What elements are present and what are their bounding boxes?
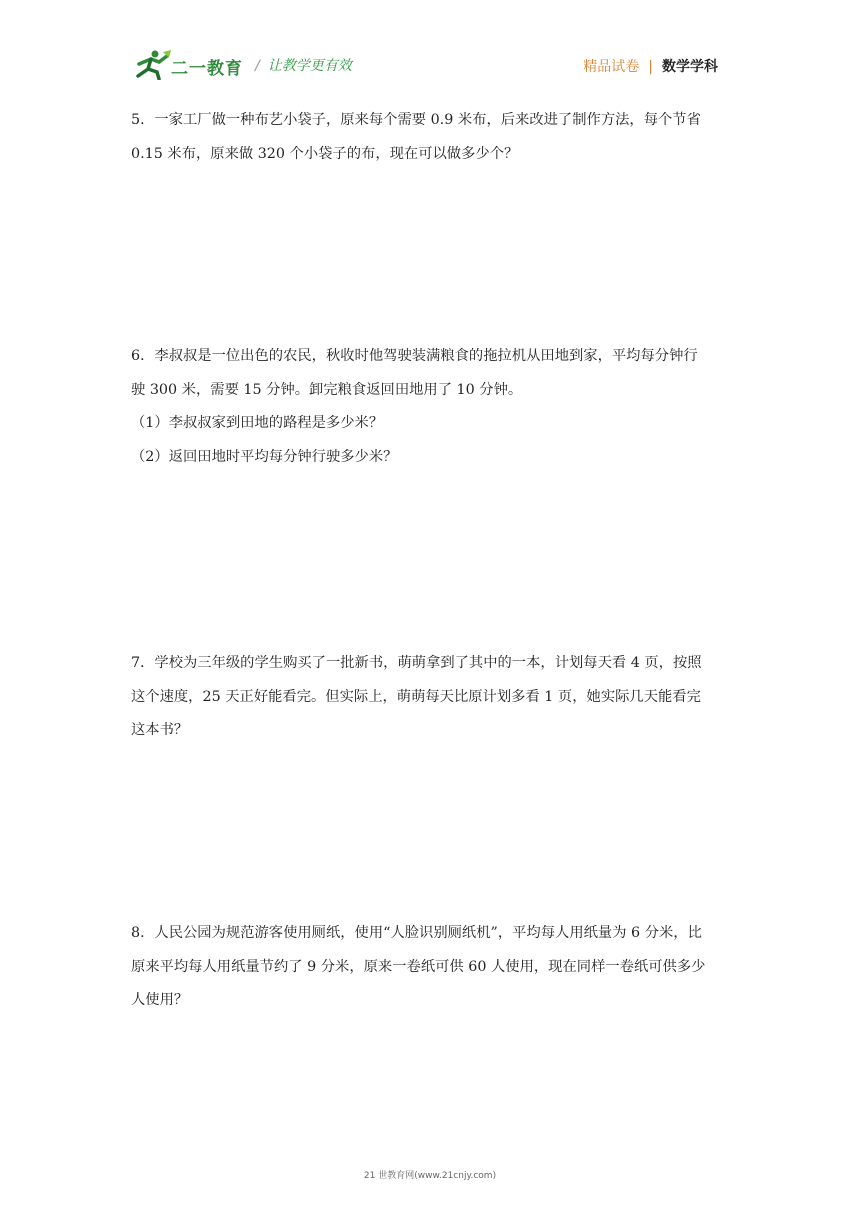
question-line: 0.15 米布，原来做 320 个小袋子的布，现在可以做多少个？ — [131, 145, 519, 162]
header-divider: | — [648, 59, 653, 75]
question-line: 8．人民公园为规范游客使用厕纸，使用“人脸识别厕纸机”，平均每人用纸量为 6 分米，比 — [131, 925, 702, 941]
question-line: 这本书？ — [131, 722, 189, 738]
question-line: 驶 300 米，需要 15 分钟。卸完粮食返回田地用了 10 分钟。 — [131, 381, 523, 398]
question-6 — [131, 340, 731, 474]
question-line: 7．学校为三年级的学生购买了一批新书，萌萌拿到了其中的一本，计划每天看 4 页，按照 — [131, 655, 702, 671]
question-line: 人使用？ — [131, 992, 189, 1008]
question-8 — [131, 917, 731, 1018]
question-line: 这个速度，25 天正好能看完。但实际上，萌萌每天比原计划多看 1 页，她实际几天能看完 — [131, 688, 701, 705]
subject-label: 数学学科 — [662, 59, 718, 75]
question-line: 原来平均每人用纸量节约了 9 分米，原来一卷纸可供 60 人使用，现在同样一卷纸可供多少 — [131, 958, 706, 975]
runner-logo-icon — [133, 48, 173, 80]
page-header — [0, 0, 860, 90]
slogan-text: 让教学更有效 — [267, 58, 352, 74]
premium-label: 精品试卷 — [583, 59, 640, 75]
logo — [133, 48, 253, 82]
logo-text: 二一教育 — [171, 59, 243, 79]
question-subpart-2: （2）返回田地时平均每分钟行驶多少米？ — [131, 448, 398, 465]
header-subject-tag — [583, 56, 718, 76]
slogan — [255, 55, 352, 75]
question-line: 6．李叔叔是一位出色的农民，秋收时他驾驶装满粮食的拖拉机从田地到家，平均每分钟行 — [131, 348, 698, 364]
question-5 — [131, 104, 731, 171]
question-subpart-1: （1）李叔叔家到田地的路程是多少米？ — [131, 415, 384, 431]
question-7 — [131, 647, 731, 748]
page-footer: 21 世教育网(www.21cnjy.com) — [363, 1171, 497, 1181]
slogan-separator: / — [255, 58, 260, 74]
question-line: 5．一家工厂做一种布艺小袋子，原来每个需要 0.9 米布，后来改进了制作方法，每个节省 — [131, 112, 701, 128]
